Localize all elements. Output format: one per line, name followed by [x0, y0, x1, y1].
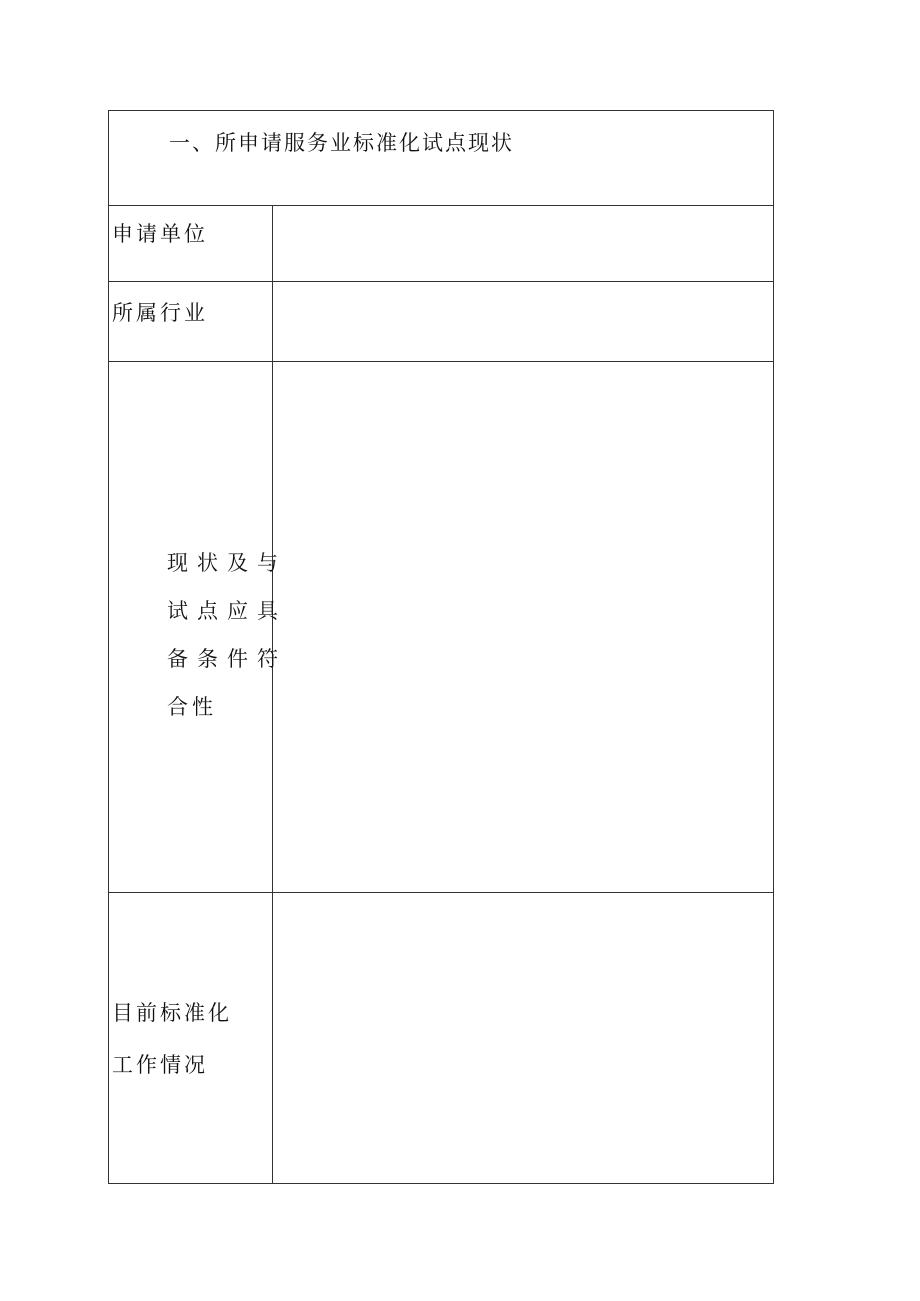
industry-label: 所属行业 — [112, 301, 208, 325]
standardization-work-label-line: 工作情况 — [112, 1053, 208, 1077]
status-conformity-label-line: 试点应具 — [167, 599, 287, 623]
standardization-work-label-line: 目前标准化 — [112, 1001, 232, 1025]
status-conformity-label — [167, 539, 287, 731]
status-conformity-label-line: 备条件符 — [167, 647, 287, 671]
status-conformity-field[interactable] — [273, 362, 773, 892]
section-title: 一、所申请服务业标准化试点现状 — [169, 131, 514, 155]
applicant-unit-label: 申请单位 — [112, 222, 208, 246]
applicant-unit-field[interactable] — [273, 206, 773, 281]
status-conformity-label-line: 合性 — [167, 695, 217, 719]
standardization-work-label — [112, 987, 232, 1091]
application-form-table — [108, 110, 774, 1184]
status-conformity-label-line: 现状及与 — [167, 551, 287, 575]
industry-field[interactable] — [273, 282, 773, 361]
standardization-work-field[interactable] — [273, 893, 773, 1183]
